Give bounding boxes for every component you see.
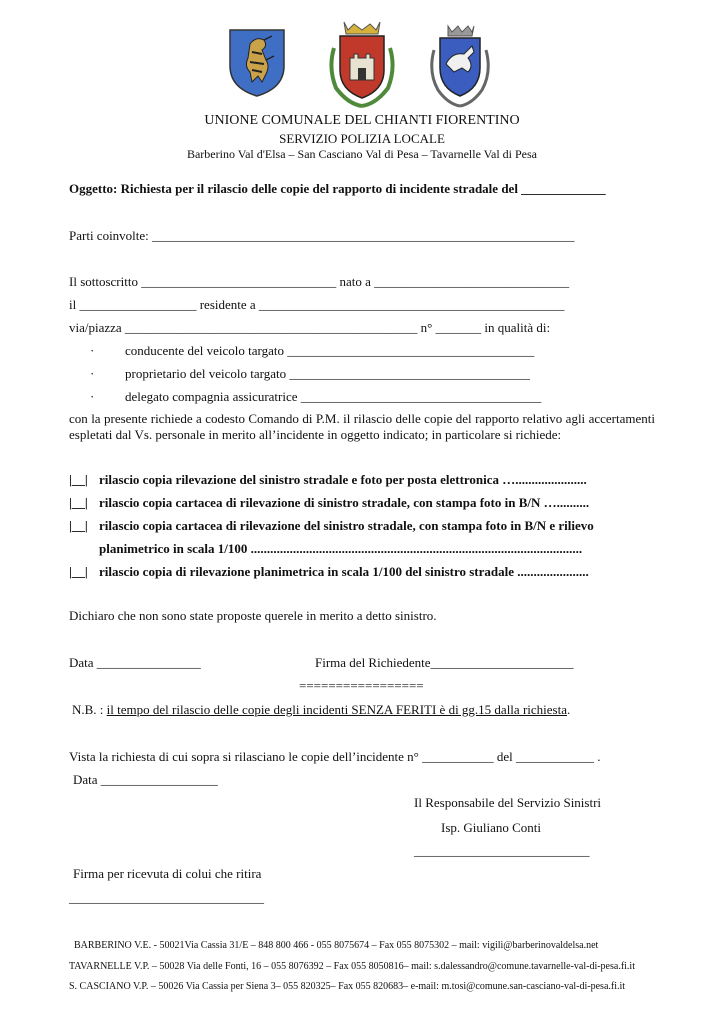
note-prefix: N.B. : [72,702,107,717]
header-towns: Barberino Val d'Elsa – San Casciano Val di Pesa – Tavarnelle Val di Pesa [186,147,538,161]
officer-signature-line: ___________________________ [414,843,590,858]
footer-barberino: BARBERINO V.E. - 50021Via Cassia 31/E – 848 800 466 - 055 8075674 – Fax 055 8075302 – mail: vigili@barberinovaldelsa.net [74,940,599,951]
release-date: Data __________________ [73,772,218,787]
checklist-item-paper-survey: rilascio copia cartacea di rilevazione del sinistro stradale, con stampa foto in B/N e rilievo [99,518,594,533]
option-insurance: delegato compagnia assicuratrice _____________________________________ [125,389,542,404]
checkbox[interactable]: |__| [69,564,88,579]
note-suffix: . [566,702,571,717]
officer-name: Isp. Giuliano Conti [441,820,542,835]
separator: ================= [299,678,424,693]
option-driver: conducente del veicolo targato ______________________________________ [125,343,535,358]
release-text: Vista la richiesta di cui sopra si rilasciano le copie dell’incidente n° ___________ del ____________ . [69,749,601,764]
responsible-title: Il Responsabile del Servizio Sinistri [414,795,602,810]
subject-line: Oggetto: Richiesta per il rilascio delle copie del rapporto di incidente stradale del _____________ [69,181,606,196]
receipt-signature-line: ______________________________ [69,890,264,905]
bullet: · [90,343,95,358]
checklist-item-paper: rilascio copia cartacea di rilevazione di sinistro stradale, con stampa foto in B/N ….......... [99,495,590,510]
footer-sancasciano: S. CASCIANO V.P. – 50026 Via Cassia per Siena 3– 055 820325– Fax 055 820683– e-mail: m.tosi@comune.san-casciano-val-di-pesa.fi.it [69,981,626,992]
signature-field: Firma del Richiedente______________________ [315,655,574,670]
option-owner: proprietario del veicolo targato _____________________________________ [125,366,530,381]
checkbox[interactable]: |__| [69,518,88,533]
form-line-address: via/piazza _____________________________________________ n° _______ in qualità di: [69,320,551,335]
bullet: · [90,389,95,404]
footer-tavarnelle: TAVARNELLE V.P. – 50028 Via delle Fonti, 16 – 055 8076392 – Fax 055 8050816– mail: s.dalessandro@comune.tavarnelle-val-di-pesa.fi.it [69,961,635,972]
note-underlined: il tempo del rilascio delle copie degli incidenti SENZA FERITI è di gg.15 dalla richiesta [106,702,567,717]
castle-crest-icon [326,18,398,108]
checkbox[interactable]: |__| [69,495,88,510]
header-subtitle: SERVIZIO POLIZIA LOCALE [279,131,445,146]
receipt-label: Firma per ricevuta di colui che ritira [73,866,262,881]
declaration: Dichiaro che non sono state proposte querele in merito a detto sinistro. [69,608,437,623]
checkbox[interactable]: |__| [69,472,88,487]
date-field: Data ________________ [69,655,201,670]
checklist-item-planimetric: rilascio copia di rilevazione planimetrica in scala 1/100 del sinistro stradale ...................... [99,564,589,579]
header-title: UNIONE COMUNALE DEL CHIANTI FIORENTINO [204,113,520,128]
bullet: · [90,366,95,381]
parties-line: Parti coinvolte: _________________________________________________________________ [69,228,575,243]
lion-crest-icon [226,26,288,98]
checklist-item-paper-survey-cont: planimetrico in scala 1/100 ...................................................................................................... [99,541,583,556]
form-line-residence: il __________________ residente a _______________________________________________ [69,297,565,312]
checklist-item-email: rilascio copia rilevazione del sinistro stradale e foto per posta elettronica …...................... [99,472,587,487]
form-line-name: Il sottoscritto ______________________________ nato a ______________________________ [69,274,570,289]
request-paragraph: con la presente richiede a codesto Comando di P.M. il rilascio delle copie del rapporto relativo agli accertamenti espletati dal Vs. personale in merito all’incidente in oggetto indicato; in particolare si richiede: [69,411,655,442]
note [72,702,570,718]
horse-crest-icon [428,22,492,108]
